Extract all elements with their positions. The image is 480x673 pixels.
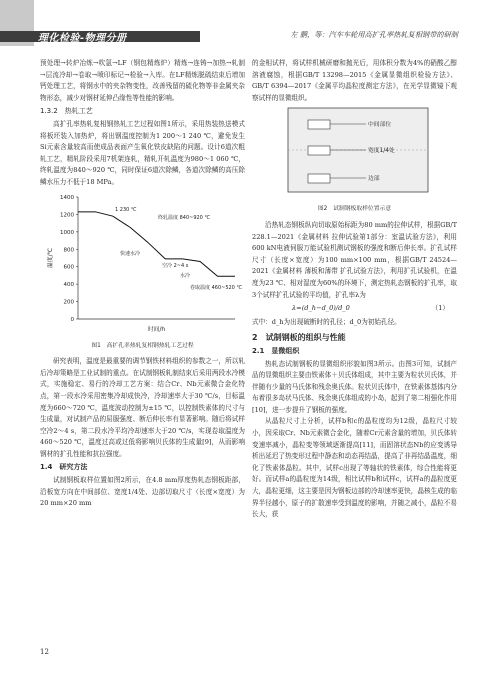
figure-1-chart: [40, 189, 245, 339]
page-number: 12: [40, 648, 49, 656]
paragraph: 试制钢板取样位置如图2所示，在4.8 mm厚度热轧态钢板距部，沿板宽方向在中间部位、宽度1/4处、边部切取尺寸（长度×宽度）为20 mm×20 mm: [40, 476, 245, 508]
paragraph: 从晶粒尺寸上分析，试样b和c的晶粒度均为12级，晶粒尺寸较小，因采取Cr、Nb元素微合金化，随着Cr元素含量的增加，贝氏体转变速率减小，晶粒变等领域逐渐提高[11]，而固溶状态Nb的应变诱导析出延迟了热变形过程中静态和动态再结晶，提高了非再结晶温度，细化了铁素体晶粒。其中，试样c出现了等轴状的铁素体，综合性能将更好。而试样a的晶粒度为14级，相比试样b和试样c，试样a的晶粒度更大，晶粒更细，这主要是因为钢板边部的冷却速率更快，晶核生成的临界半径越小，原子的扩散速率受到温度的影响，并随之减小，晶粒不易长大，获: [252, 417, 457, 519]
fig2-label-quarter: 宽度1/4处: [368, 148, 395, 155]
y-tick-label: 1000: [60, 229, 74, 236]
y-axis-label: 温度/℃: [48, 247, 54, 268]
running-head: 左 鹏，等：汽车车轮用高扩孔率热轧复相钢带的研制: [290, 30, 458, 39]
equation-body: λ=(d_h−d_0)/d_0: [292, 304, 350, 313]
paragraph: 沿热轧态钢板纵向切取原始标距为80 mm的拉伸试样，根据GB/T 228.1—2021《金属材料 拉伸试验第1部分：室温试验方法》，利用600 kN电液伺服万能试验机测试钢板的强度和断后伸长率。扩孔试样尺寸（长度×宽度）为100 mm×100 mm，根据GB/T 24524—2021《金属材料 薄板和薄带 扩孔试验方法》，利用扩孔试验机，在温度为23 ℃、相对湿度为60%的环境下，测定热轧态钢板的扩孔率，取3个试样扩孔试验的平均值，扩孔率λ为: [252, 220, 457, 299]
fig2-label-edge: 边部: [368, 176, 380, 183]
hot-rolling-process-chart: [40, 189, 245, 339]
y-tick-label: 600: [63, 264, 74, 271]
equation-1: [252, 301, 457, 317]
paragraph: 式中：d_h为出现破断时的孔径；d_0为初始孔径。: [252, 317, 401, 326]
paragraph: 热轧态试制钢板的显微组织形貌如图3所示。由图3可知，试制产品的显微组织主要由铁素体＋贝氏体组成，其中主要为粒状贝氏体，并伴随有少量的马氏体和残余奥氏体。粒状贝氏体中，在铁素体基体内分布着很多岛状马氏体、残余奥氏体组成的小岛，起到了第二相强化作用[10]，进一步提升了钢板的强度。: [252, 359, 457, 414]
section-heading: 2 试制钢板的组织与性能: [252, 333, 346, 343]
right-column: [252, 58, 457, 521]
chart-annotation: 终轧温度 840~920 ℃: [158, 214, 211, 221]
sampling-position-diagram: [252, 104, 457, 202]
equation-number: （1）: [431, 304, 449, 313]
y-tick-label: 1200: [60, 211, 74, 218]
paragraph: 预处理→转炉冶炼→吹氩→LF（钢包精炼炉）精炼→连铸→加热→轧制→层流冷却→卷取→喷印标记→检验→入库。在LF精炼脱硫结束后增加钙处理工艺，将钢水中的夹杂物变性，改善残留的硫化物等非金属夹杂物形态，减少对钢材延伸凸缘性等性能的影响。: [40, 59, 245, 102]
chart-annotation: 卷取温度 460~520 ℃: [190, 284, 243, 291]
y-tick-label: 200: [63, 299, 74, 306]
y-tick-label: 1400: [60, 194, 74, 201]
paragraph: 研究表明，温度是最重要的调节钢铁材料组织的参数之一，所以轧后冷却策略是工业试制的重点。在试制钢板轧制结束后采用两段水冷模式，实施稳定、易行的冷却工艺方案：结合Cr、Nb元素微合金化特点，第一段水冷采用密集冷却成快冷，冷却速率大于30 ℃/s，目标温度为660～720 ℃，温度波动控制为±15 ℃，以控制铁素体的尺寸与生成量，对试制产品的屈服强度、断后伸长率有显著影响。随后将试样空冷2～4 s，第二段水冷平均冷却速率大于20 ℃/s，实现卷取温度为460～520 ℃，温度过高或过低将影响贝氏体的生成量[9]，从而影响钢材的扩孔性能和抗拉强度。: [40, 357, 245, 458]
y-tick-label: 400: [63, 281, 74, 288]
figure-2-caption: 图2 试制钢板取样位置示意: [317, 206, 392, 213]
journal-name: 理化检验-物理分册: [38, 33, 127, 44]
y-tick-label: 800: [63, 246, 74, 253]
subsection-heading: 2.1 显微组织: [252, 346, 300, 355]
fig2-label-middle: 中间部位: [368, 122, 392, 129]
section-heading: 1.4 研究方法: [40, 463, 88, 472]
temperature-curve: [78, 211, 235, 275]
page-header: [0, 0, 480, 50]
chart-annotation: 1 230 ℃: [115, 206, 137, 213]
section-heading: 1.3.2 热轧工艺: [40, 107, 93, 116]
paragraph: 的金相试样，将试样机械研磨和抛光后，用体积分数为4%的硝酸乙醇溶液腐蚀，根据GB/T 13298—2015《金属显微组织检验方法》、GB/T 6394—2017《金属平均晶粒度测定方法》，在光学显微镜下观察试样的显微组织。: [252, 59, 457, 102]
x-axis-label: 时间/h: [147, 326, 166, 333]
left-column: [40, 58, 245, 510]
chart-annotation: 快速水冷: [120, 250, 141, 257]
chart-annotation: 水冷: [180, 272, 191, 279]
figure-2-diagram: [252, 104, 457, 202]
figure-1-caption: 图1 高扩孔率热轧复相钢热轧工艺过程: [91, 342, 194, 349]
y-tick-label: 0: [70, 316, 74, 323]
paragraph: 高扩孔率热轧复相钢热轧工艺过程如图1所示，采用热装热送模式将板坯装入加热炉，将出钢温度控制为1 200～1 240 ℃，避免发生Si元素含量较高而使成品表面产生氧化铁皮缺陷的问题。设计6道次粗轧工艺，精轧阶段采用7机架连轧，精轧开轧温度为980～1 060 ℃，终轧温度为840～920 ℃，同时保证6道次除鳞，各道次除鳞的高压除鳞水压力不低于18 MPa。: [40, 119, 245, 186]
chart-annotation: 空冷 2~4 s: [162, 262, 189, 269]
